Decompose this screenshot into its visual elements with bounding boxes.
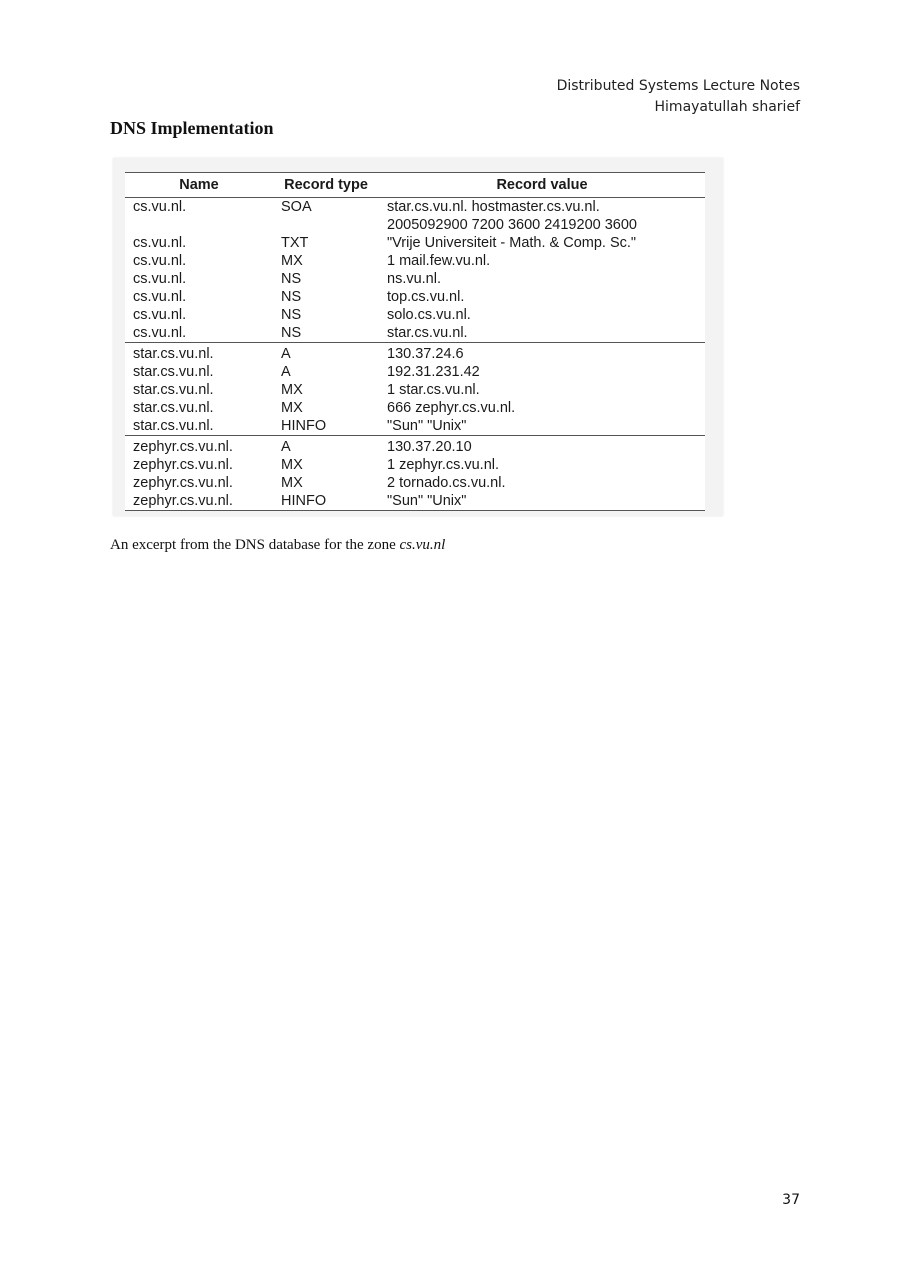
table-row — [125, 492, 705, 511]
record-value: star.cs.vu.nl. — [387, 325, 468, 341]
header-course-title: Distributed Systems Lecture Notes — [556, 78, 800, 94]
record-name: cs.vu.nl. — [133, 325, 187, 341]
header-author: Himayatullah sharief — [654, 99, 800, 115]
record-value: 130.37.24.6 — [379, 343, 705, 364]
table-row — [125, 474, 705, 492]
record-name: star.cs.vu.nl. — [133, 400, 214, 416]
section-title: DNS Implementation — [110, 118, 274, 138]
record-name: cs.vu.nl. — [133, 235, 187, 251]
record-type: NS — [281, 289, 302, 305]
dns-records-table — [125, 172, 705, 511]
running-header — [557, 76, 800, 118]
record-name: cs.vu.nl. — [133, 199, 187, 215]
record-type: NS — [281, 307, 302, 323]
record-name: zephyr.cs.vu.nl. — [125, 436, 273, 457]
record-value: 666 zephyr.cs.vu.nl. — [387, 400, 516, 416]
table-row — [125, 417, 705, 436]
record-value: "Sun" "Unix" — [387, 418, 467, 434]
record-type: HINFO — [273, 492, 379, 511]
record-value: 2 tornado.cs.vu.nl. — [387, 475, 506, 491]
record-type: NS — [281, 325, 302, 341]
column-header-record-type: Record type — [273, 173, 379, 198]
record-value: "Sun" "Unix" — [379, 492, 705, 511]
record-name: cs.vu.nl. — [133, 271, 187, 287]
table-row — [125, 270, 705, 288]
record-value-continuation: 2005092900 7200 3600 2419200 3600 — [387, 217, 637, 233]
record-name: star.cs.vu.nl. — [125, 343, 273, 364]
table-row-continuation — [125, 216, 705, 234]
table-row — [125, 324, 705, 343]
record-value: 1 star.cs.vu.nl. — [387, 382, 480, 398]
table-header-row — [125, 173, 705, 198]
table-row — [125, 343, 705, 364]
record-name: zephyr.cs.vu.nl. — [133, 475, 233, 491]
record-type: MX — [281, 253, 303, 269]
column-header-record-value: Record value — [379, 173, 705, 198]
record-value: 130.37.20.10 — [379, 436, 705, 457]
figure-caption — [110, 537, 445, 554]
dns-table-figure — [113, 158, 723, 516]
table-row — [125, 363, 705, 381]
record-value: ns.vu.nl. — [387, 271, 441, 287]
record-value: 1 zephyr.cs.vu.nl. — [387, 457, 500, 473]
record-name: cs.vu.nl. — [133, 307, 187, 323]
table-row — [125, 288, 705, 306]
column-header-name: Name — [125, 173, 273, 198]
record-type: NS — [281, 271, 302, 287]
table-row — [125, 436, 705, 457]
record-type: A — [273, 343, 379, 364]
record-name: star.cs.vu.nl. — [133, 418, 214, 434]
record-name: zephyr.cs.vu.nl. — [133, 457, 233, 473]
record-name: cs.vu.nl. — [133, 253, 187, 269]
record-type: SOA — [281, 199, 312, 215]
caption-zone-name: cs.vu.nl — [399, 537, 446, 553]
record-type: A — [281, 364, 291, 380]
record-type: MX — [281, 400, 303, 416]
record-value: solo.cs.vu.nl. — [387, 307, 471, 323]
table-row — [125, 234, 705, 252]
record-name: zephyr.cs.vu.nl. — [125, 492, 273, 511]
record-type: TXT — [281, 235, 309, 251]
table-row — [125, 198, 705, 217]
record-value: "Vrije Universiteit - Math. & Comp. Sc." — [387, 235, 637, 251]
table-row — [125, 252, 705, 270]
table-row — [125, 456, 705, 474]
page-number: 37 — [782, 1192, 800, 1208]
record-name: star.cs.vu.nl. — [133, 382, 214, 398]
table-row — [125, 381, 705, 399]
record-value: 192.31.231.42 — [387, 364, 480, 380]
record-name: star.cs.vu.nl. — [133, 364, 214, 380]
record-type: MX — [281, 457, 303, 473]
table-row — [125, 399, 705, 417]
record-type: MX — [281, 382, 303, 398]
table-row — [125, 306, 705, 324]
caption-text: An excerpt from the DNS database for the zone — [110, 537, 400, 553]
record-type: MX — [281, 475, 303, 491]
record-value: 1 mail.few.vu.nl. — [387, 253, 491, 269]
record-name: cs.vu.nl. — [133, 289, 187, 305]
record-type: A — [273, 436, 379, 457]
record-value: star.cs.vu.nl. hostmaster.cs.vu.nl. — [387, 199, 600, 215]
record-value: top.cs.vu.nl. — [387, 289, 465, 305]
record-type: HINFO — [281, 418, 327, 434]
